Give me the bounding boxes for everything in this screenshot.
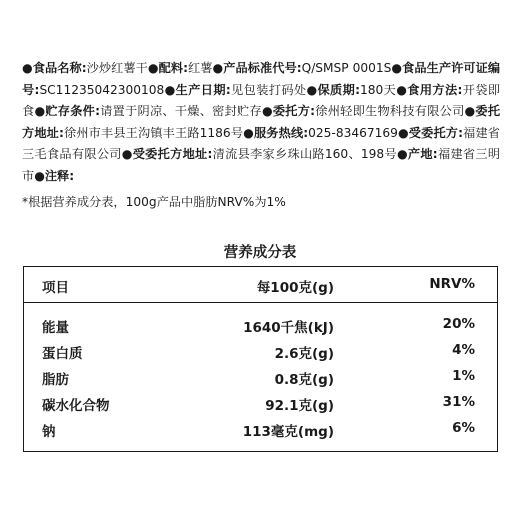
info-value: 徐州轻即生物科技有限公司	[315, 104, 465, 118]
info-label: 配料:	[158, 61, 188, 75]
row-amount: 113毫克(mg)	[242, 424, 334, 440]
row-amount: 1640千焦(kJ)	[243, 320, 334, 336]
header-amount: 每100克(g)	[256, 280, 334, 296]
bullet-icon: ●	[164, 82, 176, 97]
info-label: 产品标准代号:	[223, 61, 302, 75]
bullet-icon: ●	[396, 147, 408, 161]
row-nrv: 1%	[452, 368, 475, 384]
nutrition-table-title: 营养成分表	[223, 245, 297, 261]
info-label: 委托方:	[272, 104, 316, 118]
info-label: 食用方法:	[407, 82, 463, 97]
bullet-icon: ●	[34, 168, 45, 183]
info-value: 福建省三明市	[22, 147, 501, 183]
info-value: 开袋即食	[22, 82, 501, 118]
bullet-icon: ●	[22, 61, 33, 75]
nutrition-table-header	[24, 267, 497, 303]
info-value: 180天	[360, 82, 397, 97]
info-value: 清流县李家乡珠山路160、198号	[212, 147, 397, 161]
row-item: 能量	[42, 320, 69, 336]
row-nrv: 20%	[442, 316, 475, 332]
row-nrv: 4%	[452, 342, 475, 358]
header-nrv: NRV%	[429, 276, 475, 292]
row-item: 脂肪	[42, 372, 69, 388]
info-value: 福建省三毛食品有限公司	[22, 125, 500, 161]
info-value: 见包装打码处	[230, 82, 307, 97]
bullet-icon: ●	[261, 104, 273, 118]
row-amount: 92.1克(g)	[265, 398, 334, 414]
info-label: 贮存条件:	[45, 104, 100, 118]
info-label: 受委托方:	[408, 125, 463, 140]
info-value: 请置于阴凉、干燥、密封贮存	[99, 104, 262, 118]
bullet-icon: ●	[121, 147, 133, 161]
bullet-icon: ●	[397, 125, 409, 140]
row-item: 碳水化合物	[42, 398, 110, 414]
bullet-icon: ●	[147, 61, 159, 75]
info-value: 徐州市丰县王沟镇丰王路1186号	[63, 125, 244, 140]
product-info-paragraph	[22, 58, 500, 187]
row-nrv: 6%	[452, 420, 475, 436]
info-label: 产地:	[407, 147, 438, 161]
row-amount: 2.6克(g)	[274, 346, 334, 362]
bullet-icon: ●	[391, 61, 403, 75]
info-label: 服务热线:	[253, 125, 309, 140]
info-label: 注释:	[44, 168, 75, 183]
info-label: 保质期:	[317, 82, 361, 97]
nutrition-note: *根据营养成分表，100g产品中脂肪NRV%为1%	[22, 195, 286, 209]
row-amount: 0.8克(g)	[274, 372, 334, 388]
bullet-icon: ●	[243, 125, 254, 140]
info-value: SC11235042300108	[39, 82, 165, 97]
info-label: 生产日期:	[175, 82, 231, 97]
nutrition-table	[23, 266, 498, 452]
info-value: 红薯	[187, 61, 213, 75]
info-value: Q/SMSP 0001S	[301, 61, 392, 75]
bullet-icon: ●	[34, 104, 46, 118]
info-value: 025-83467169	[308, 125, 398, 140]
info-label: 受委托方地址:	[132, 147, 213, 161]
bullet-icon: ●	[306, 82, 318, 97]
info-label: 食品名称:	[32, 61, 87, 75]
row-item: 钠	[42, 424, 56, 440]
row-nrv: 31%	[442, 394, 475, 410]
info-value: 沙炒红薯干	[86, 61, 148, 75]
bullet-icon: ●	[212, 61, 224, 75]
row-item: 蛋白质	[42, 346, 83, 362]
header-item: 项目	[42, 280, 69, 296]
bullet-icon: ●	[464, 104, 476, 118]
info-label: 食品生产许可证编号:	[22, 61, 501, 97]
info-label: 委托方地址:	[22, 104, 501, 140]
bullet-icon: ●	[396, 82, 408, 97]
